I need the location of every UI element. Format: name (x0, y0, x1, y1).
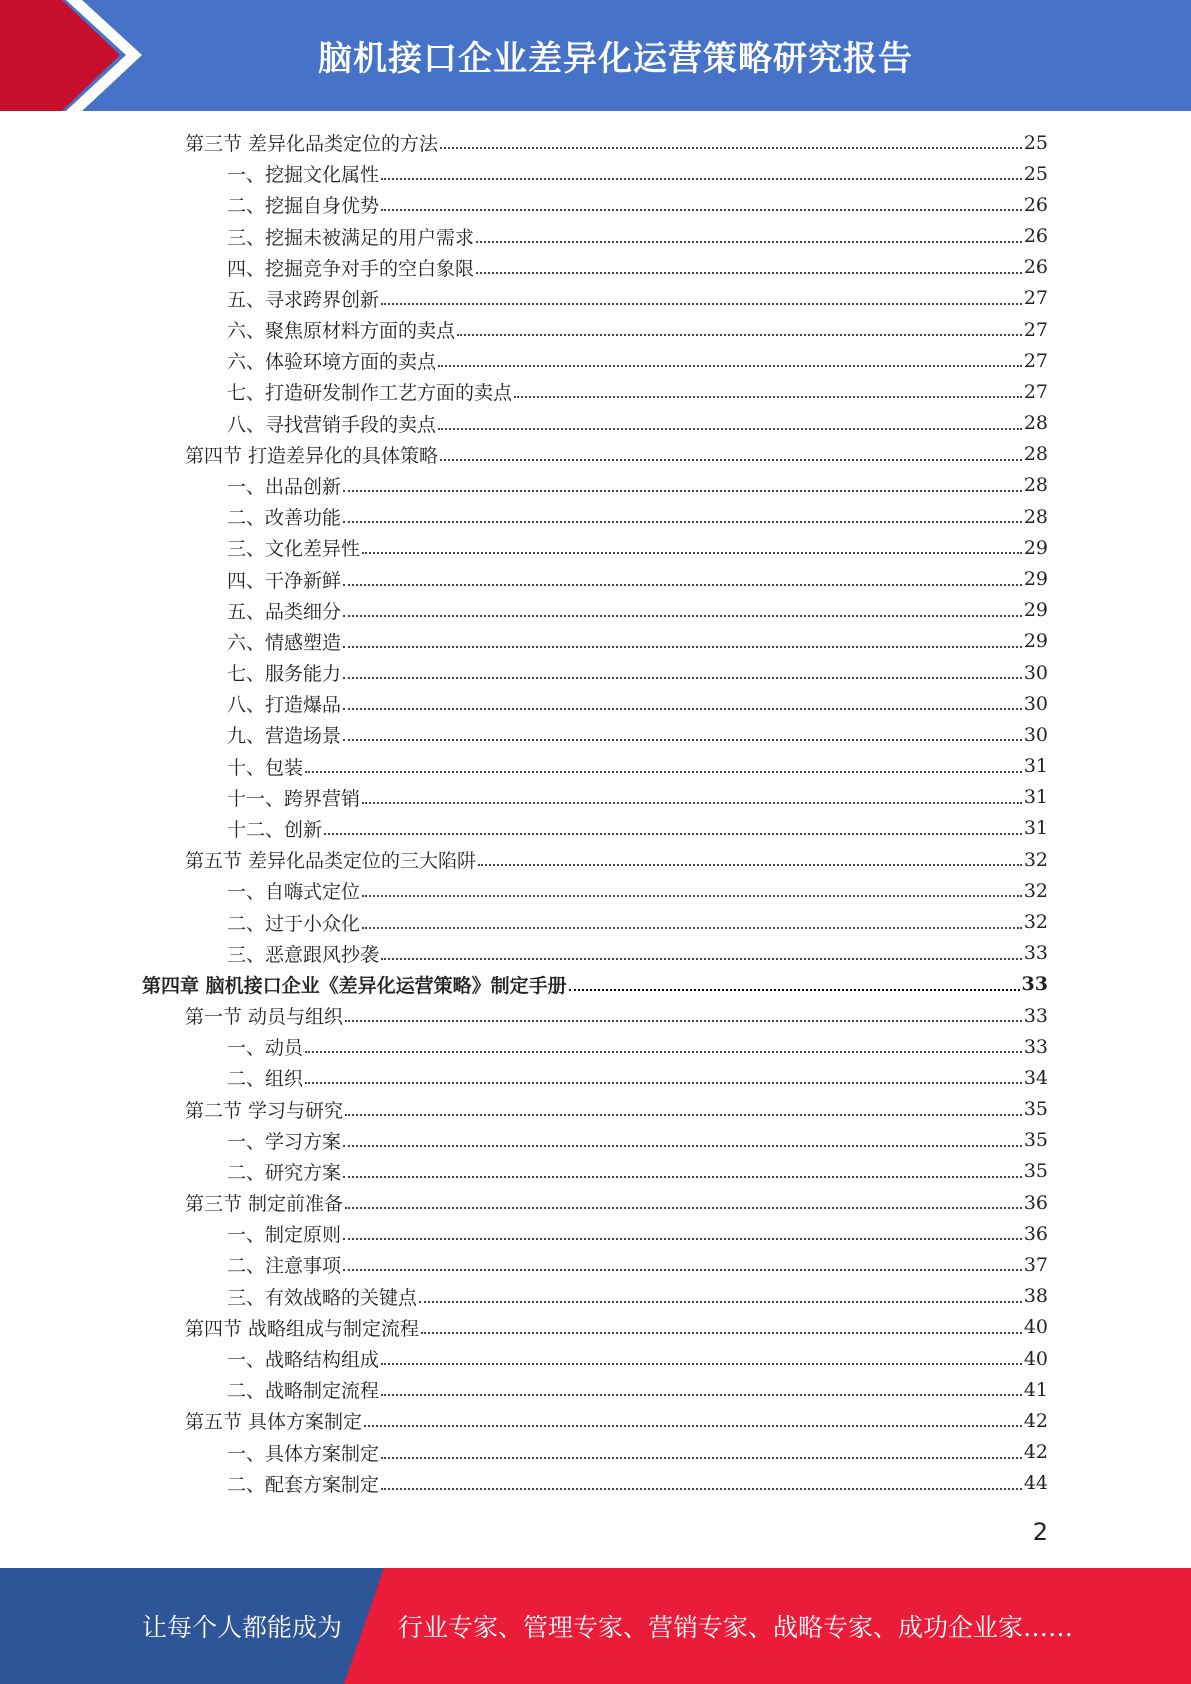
toc-entry-page: 29 (1023, 630, 1048, 653)
toc-dot-leader (343, 1145, 1022, 1147)
toc-entry-label: 十二、创新 (227, 818, 323, 841)
toc-entry-label: 第三节 制定前准备 (185, 1193, 344, 1216)
toc-entry-label: 六、体验环境方面的卖点 (227, 351, 437, 374)
toc-subsection-entry[interactable] (227, 252, 1048, 283)
toc-dot-leader (381, 1394, 1022, 1396)
toc-entry-page: 26 (1023, 225, 1048, 248)
toc-dot-leader (343, 1238, 1022, 1240)
toc-subsection-entry[interactable] (227, 688, 1048, 719)
toc-entry-label: 一、战略结构组成 (227, 1349, 380, 1372)
toc-dot-leader (381, 303, 1022, 305)
toc-entry-label: 第五节 具体方案制定 (185, 1411, 363, 1434)
toc-entry-page: 25 (1023, 162, 1048, 185)
toc-entry-label: 一、动员 (227, 1037, 304, 1060)
toc-entry-page: 35 (1023, 1160, 1048, 1183)
toc-entry-page: 26 (1023, 256, 1048, 279)
toc-dot-leader (324, 833, 1022, 835)
toc-dot-leader (343, 521, 1022, 523)
toc-section-entry[interactable] (185, 439, 1048, 470)
toc-entry-label: 第三节 差异化品类定位的方法 (185, 133, 439, 155)
toc-entry-page: 35 (1023, 1098, 1048, 1121)
toc-subsection-entry[interactable] (227, 1249, 1048, 1280)
toc-dot-leader (343, 1176, 1022, 1178)
toc-entry-label: 二、配套方案制定 (227, 1473, 380, 1496)
toc-entry-page: 40 (1023, 1347, 1048, 1370)
toc-entry-label: 八、打造爆品 (227, 694, 342, 717)
toc-dot-leader (476, 241, 1022, 243)
toc-dot-leader (381, 1457, 1022, 1459)
toc-entry-label: 七、服务能力 (227, 663, 342, 686)
document-title: 脑机接口企业差异化运营策略研究报告 (318, 39, 913, 79)
toc-entry-label: 第二节 学习与研究 (185, 1099, 344, 1122)
toc-entry-label: 第四章 脑机接口企业《差异化运营策略》制定手册 (142, 974, 567, 997)
toc-section-entry[interactable] (185, 844, 1048, 875)
toc-entry-label: 二、注意事项 (227, 1255, 342, 1278)
toc-entry-label: 八、寻找营销手段的卖点 (227, 413, 437, 436)
toc-entry-page: 33 (1023, 1004, 1048, 1027)
toc-dot-leader (514, 396, 1022, 398)
toc-section-entry[interactable] (185, 1405, 1048, 1436)
toc-subsection-entry[interactable] (227, 719, 1048, 750)
toc-section-entry[interactable] (185, 1094, 1048, 1125)
toc-entry-page: 38 (1023, 1285, 1048, 1308)
toc-subsection-entry[interactable] (227, 1062, 1048, 1093)
toc-section-entry[interactable] (185, 127, 1048, 158)
toc-entry-label: 十、包装 (227, 756, 304, 779)
toc-entry-page: 42 (1023, 1409, 1048, 1432)
toc-dot-leader (343, 677, 1022, 679)
toc-dot-leader (478, 864, 1022, 866)
toc-entry-page: 31 (1023, 817, 1048, 840)
toc-subsection-entry[interactable] (227, 813, 1048, 844)
toc-entry-page: 29 (1023, 568, 1048, 591)
toc-subsection-entry[interactable] (227, 314, 1048, 345)
toc-subsection-entry[interactable] (227, 626, 1048, 657)
toc-entry-label: 第四节 打造差异化的具体策略 (185, 444, 439, 467)
toc-entry-page: 28 (1023, 505, 1048, 528)
toc-subsection-entry[interactable] (227, 1156, 1048, 1187)
toc-dot-leader (343, 490, 1022, 492)
toc-entry-label: 一、学习方案 (227, 1130, 342, 1153)
toc-entry-page: 44 (1023, 1472, 1048, 1495)
toc-entry-label: 二、研究方案 (227, 1161, 342, 1184)
toc-subsection-entry[interactable] (227, 1218, 1048, 1249)
toc-entry-label: 一、具体方案制定 (227, 1442, 380, 1465)
toc-dot-leader (419, 1301, 1022, 1303)
toc-subsection-entry[interactable] (227, 564, 1048, 595)
toc-subsection-entry[interactable] (227, 189, 1048, 220)
toc-entry-label: 五、寻求跨界创新 (227, 288, 380, 311)
toc-entry-label: 三、有效战略的关键点 (227, 1286, 418, 1309)
toc-subsection-entry[interactable] (227, 376, 1048, 407)
toc-dot-leader (381, 958, 1022, 960)
toc-subsection-entry[interactable] (227, 657, 1048, 688)
header-arrow-icon (0, 0, 160, 111)
toc-dot-leader (421, 1332, 1022, 1334)
toc-entry-page: 33 (1023, 942, 1048, 965)
footer-slogan-left: 让每个人都能成为 (142, 1613, 343, 1642)
toc-entry-page: 32 (1023, 911, 1048, 933)
toc-subsection-entry[interactable] (227, 158, 1048, 189)
toc-entry-page: 35 (1023, 1129, 1048, 1152)
toc-subsection-entry[interactable] (227, 532, 1048, 563)
toc-entry-page: 36 (1023, 1222, 1048, 1245)
toc-entry-page: 29 (1023, 599, 1048, 622)
toc-dot-leader (362, 802, 1022, 804)
toc-entry-label: 二、过于小众化 (227, 912, 361, 935)
toc-entry-label: 三、文化差异性 (227, 538, 361, 561)
toc-subsection-entry[interactable] (227, 408, 1048, 439)
toc-entry-label: 三、挖掘未被满足的用户需求 (227, 226, 475, 249)
toc-dot-leader (345, 1207, 1022, 1209)
toc-subsection-entry[interactable] (227, 1437, 1048, 1468)
toc-dot-leader (343, 615, 1022, 617)
toc-entry-label: 五、品类细分 (227, 600, 342, 623)
toc-subsection-entry[interactable] (227, 221, 1048, 252)
toc-subsection-entry[interactable] (227, 782, 1048, 813)
toc-subsection-entry[interactable] (227, 907, 1048, 938)
toc-dot-leader (343, 584, 1022, 586)
toc-entry-page: 30 (1023, 692, 1048, 715)
toc-entry-page: 31 (1023, 755, 1048, 778)
toc-entry-page: 31 (1023, 786, 1048, 809)
footer-slogan-right: 行业专家、管理专家、营销专家、战略专家、成功企业家…… (398, 1613, 1074, 1642)
toc-entry-label: 一、出品创新 (227, 475, 342, 498)
toc-entry-page: 33 (1021, 973, 1048, 996)
toc-subsection-entry[interactable] (227, 1031, 1048, 1062)
toc-entry-page: 27 (1023, 318, 1048, 341)
toc-subsection-entry[interactable] (227, 875, 1048, 906)
toc-subsection-entry[interactable] (227, 938, 1048, 969)
toc-dot-leader (440, 459, 1022, 461)
toc-dot-leader (362, 552, 1022, 554)
toc-dot-leader (381, 1363, 1022, 1365)
toc-dot-leader (305, 1082, 1022, 1084)
toc-section-entry[interactable] (185, 1000, 1048, 1031)
toc-entry-page: 30 (1023, 723, 1048, 746)
footer-banner (0, 1568, 1191, 1684)
header-bar (0, 0, 1191, 111)
toc-entry-page: 26 (1023, 193, 1048, 216)
toc-dot-leader (305, 771, 1022, 773)
toc-entry-page: 27 (1023, 287, 1048, 310)
toc-entry-label: 七、打造研发制作工艺方面的卖点 (227, 382, 513, 405)
toc-entry-page: 28 (1023, 412, 1048, 435)
toc-subsection-entry[interactable] (227, 470, 1048, 501)
toc-entry-page: 28 (1023, 443, 1048, 466)
toc-subsection-entry[interactable] (227, 1281, 1048, 1312)
toc-entry-label: 四、挖掘竞争对手的空白象限 (227, 257, 475, 280)
toc-entry-label: 十一、跨界营销 (227, 787, 361, 810)
toc-entry-label: 第四节 战略组成与制定流程 (185, 1317, 420, 1340)
toc-chapter-entry[interactable] (142, 969, 1048, 1000)
toc-entry-page: 28 (1023, 474, 1048, 497)
toc-entry-label: 一、自嗨式定位 (227, 881, 361, 904)
toc-entry-page: 41 (1023, 1378, 1048, 1401)
toc-entry-page: 27 (1023, 380, 1048, 403)
toc-dot-leader (343, 739, 1022, 741)
toc-dot-leader (345, 1020, 1022, 1022)
toc-entry-page: 40 (1023, 1316, 1048, 1339)
toc-entry-label: 二、挖掘自身优势 (227, 195, 380, 218)
toc-entry-page: 27 (1023, 349, 1048, 372)
toc-entry-label: 三、恶意跟风抄袭 (227, 943, 380, 966)
toc-entry-label: 六、聚焦原材料方面的卖点 (227, 320, 456, 343)
toc-entry-label: 一、制定原则 (227, 1224, 342, 1247)
toc-entry-label: 第五节 差异化品类定位的三大陷阱 (185, 850, 477, 873)
toc-entry-page: 37 (1023, 1253, 1048, 1276)
toc-dot-leader (438, 365, 1022, 367)
toc-subsection-entry[interactable] (227, 751, 1048, 782)
toc-entry-page: 32 (1023, 879, 1048, 902)
toc-subsection-entry[interactable] (227, 345, 1048, 376)
toc-entry-label: 第一节 动员与组织 (185, 1006, 344, 1029)
toc-entry-page: 33 (1023, 1035, 1048, 1058)
toc-dot-leader (343, 646, 1022, 648)
toc-dot-leader (345, 1114, 1022, 1116)
toc-entry-label: 二、改善功能 (227, 507, 342, 530)
toc-entry-page: 29 (1023, 536, 1048, 559)
toc-subsection-entry[interactable] (227, 501, 1048, 532)
toc-entry-label: 二、组织 (227, 1068, 304, 1091)
toc-dot-leader (569, 989, 1020, 991)
toc-dot-leader (364, 1425, 1022, 1427)
toc-dot-leader (381, 209, 1022, 211)
toc-dot-leader (476, 272, 1022, 274)
toc-subsection-entry[interactable] (227, 595, 1048, 626)
toc-entry-label: 一、挖掘文化属性 (227, 164, 380, 187)
toc-section-entry[interactable] (185, 1312, 1048, 1343)
toc-entry-page: 42 (1023, 1441, 1048, 1464)
toc-subsection-entry[interactable] (227, 283, 1048, 314)
toc-entry-page: 32 (1023, 848, 1048, 871)
toc-entry-page: 30 (1023, 661, 1048, 684)
toc-dot-leader (362, 927, 1022, 929)
toc-entry-label: 九、营造场景 (227, 725, 342, 748)
toc-entry-page: 25 (1023, 131, 1048, 154)
toc-section-entry[interactable] (185, 1187, 1048, 1218)
toc-entry-label: 二、战略制定流程 (227, 1380, 380, 1403)
toc-dot-leader (381, 1488, 1022, 1490)
toc-entry-page: 34 (1023, 1066, 1048, 1089)
toc-dot-leader (438, 428, 1022, 430)
toc-dot-leader (305, 1051, 1022, 1053)
toc-dot-leader (343, 1269, 1022, 1271)
toc-dot-leader (362, 895, 1022, 897)
toc-dot-leader (457, 334, 1022, 336)
toc-dot-leader (343, 708, 1022, 710)
toc-subsection-entry[interactable] (227, 1468, 1048, 1499)
toc-entry-label: 六、情感塑造 (227, 631, 342, 654)
toc-subsection-entry[interactable] (227, 1125, 1048, 1156)
toc-subsection-entry[interactable] (227, 1343, 1048, 1374)
page-number: 2 (1032, 1518, 1048, 1546)
toc-entry-label: 四、干净新鲜 (227, 569, 342, 592)
toc-dot-leader (381, 178, 1022, 180)
toc-dot-leader (440, 147, 1022, 149)
toc-subsection-entry[interactable] (227, 1374, 1048, 1405)
toc-entry-page: 36 (1023, 1191, 1048, 1214)
